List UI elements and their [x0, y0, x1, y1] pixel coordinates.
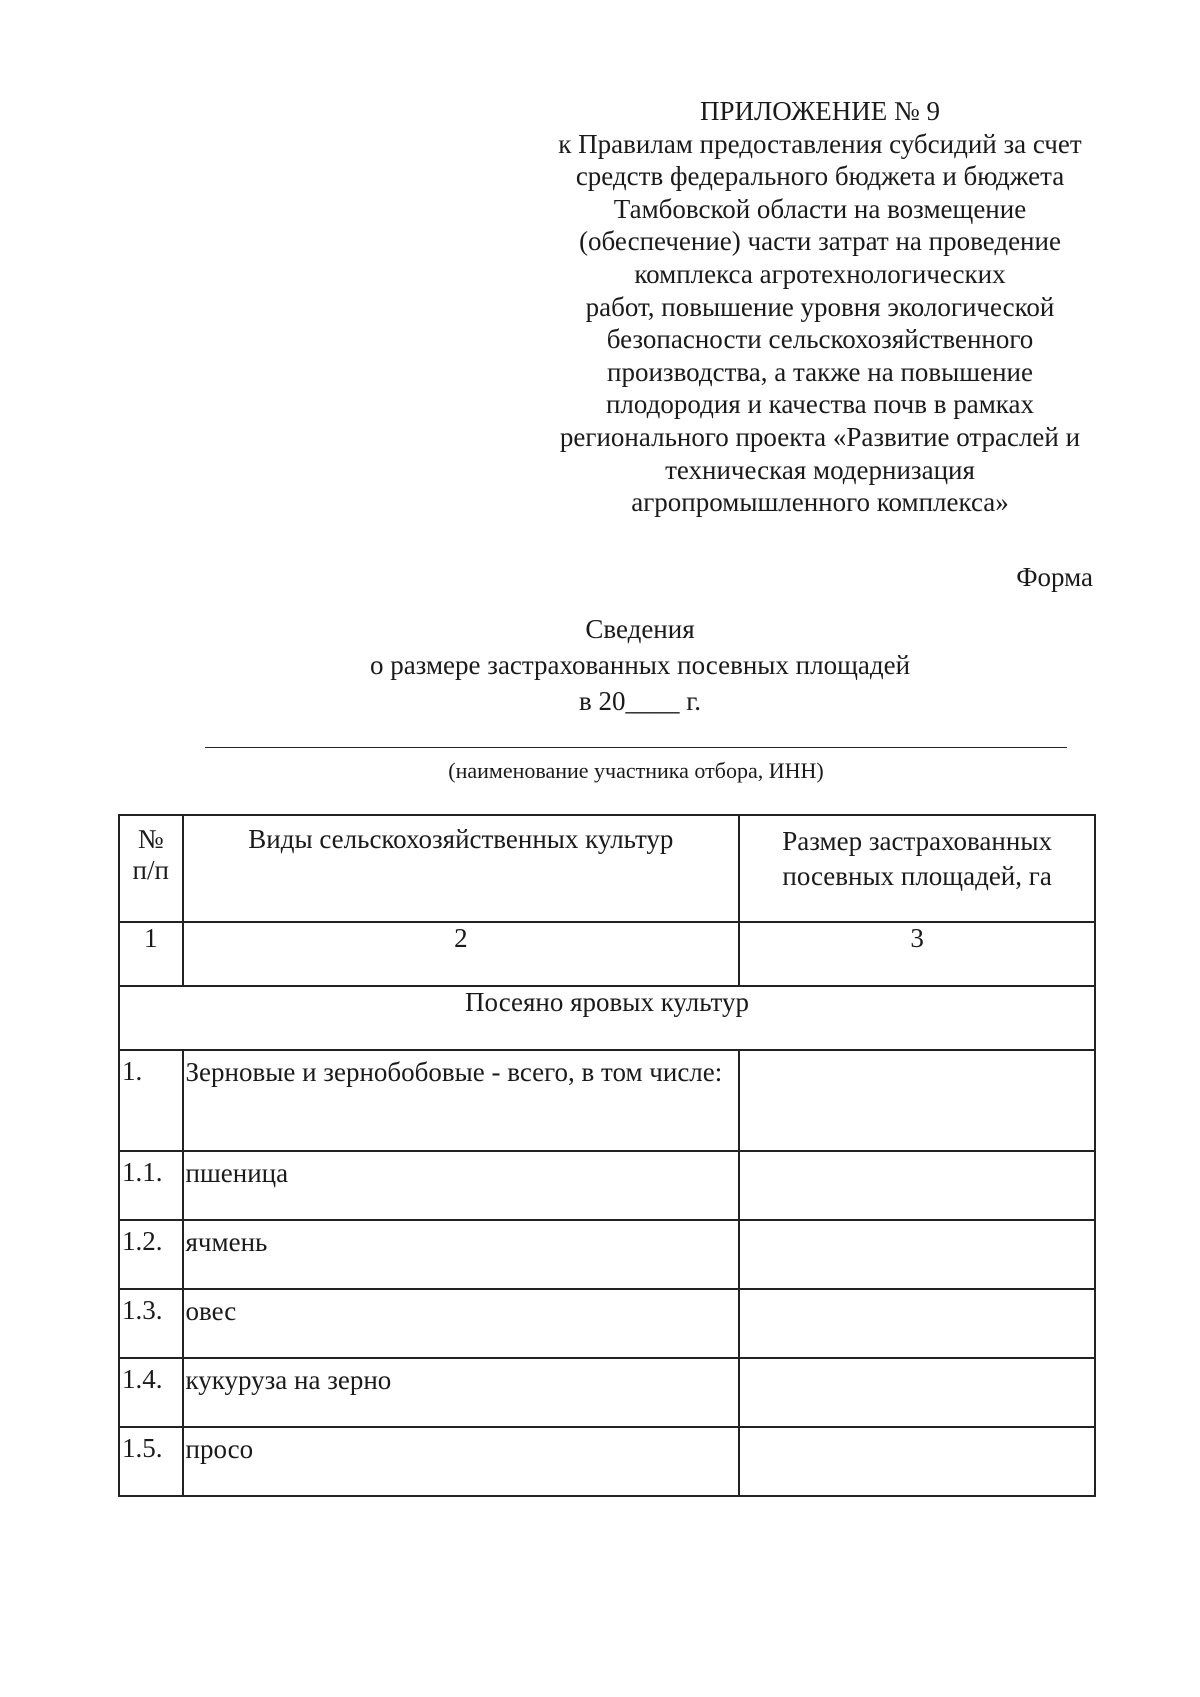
- crop-name: просо: [183, 1427, 740, 1496]
- table-row: [119, 1220, 1095, 1289]
- row-number: 1.5.: [119, 1427, 183, 1496]
- title-line-1: Сведения: [585, 614, 695, 644]
- appendix-line: Тамбовской области на возмещение: [613, 193, 1027, 224]
- appendix-line: работ, повышение уровня экологической: [585, 291, 1055, 322]
- area-cell[interactable]: [739, 1050, 1095, 1151]
- appendix-line: к Правилам предоставления субсидий за счет: [558, 128, 1082, 159]
- form-label: Форма: [1016, 562, 1093, 592]
- appendix-line: регионального проекта «Развитие отраслей и: [559, 421, 1081, 452]
- column-numbers-row: [119, 922, 1095, 986]
- title-line-3: в 20____ г.: [578, 686, 702, 716]
- crop-name: овес: [183, 1289, 740, 1358]
- appendix-header: [530, 95, 1110, 519]
- appendix-line: плодородия и качества почв в рамках: [605, 389, 1034, 420]
- column-number: 3: [739, 922, 1095, 986]
- area-cell[interactable]: [739, 1220, 1095, 1289]
- column-number: 1: [119, 922, 183, 986]
- appendix-line: безопасности сельскохозяйственного: [606, 324, 1034, 355]
- header-number: № п/п: [119, 815, 183, 922]
- crop-name: пшеница: [183, 1151, 740, 1220]
- area-cell[interactable]: [739, 1358, 1095, 1427]
- table-row: [119, 1358, 1095, 1427]
- row-number: 1.2.: [119, 1220, 183, 1289]
- area-cell[interactable]: [739, 1427, 1095, 1496]
- row-number: 1.3.: [119, 1289, 183, 1358]
- row-number: 1.1.: [119, 1151, 183, 1220]
- table-row: [119, 1050, 1095, 1151]
- crop-name: ячмень: [183, 1220, 740, 1289]
- appendix-line: средств федерального бюджета и бюджета: [575, 161, 1065, 192]
- section-title: Посеяно яровых культур: [119, 986, 1095, 1050]
- table-row: [119, 1151, 1095, 1220]
- appendix-line: (обеспечение) части затрат на проведение: [579, 226, 1061, 257]
- appendix-line: техническая модернизация: [665, 454, 975, 485]
- participant-caption: (наименование участника отбора, ИНН): [448, 758, 824, 783]
- insured-areas-table: [118, 814, 1096, 1497]
- section-row: [119, 986, 1095, 1050]
- area-cell[interactable]: [739, 1289, 1095, 1358]
- appendix-title: ПРИЛОЖЕНИЕ № 9: [699, 96, 941, 126]
- row-number: 1.4.: [119, 1358, 183, 1427]
- header-insured-area: Размер застрахованных посевных площадей, га: [739, 815, 1095, 922]
- table-row: [119, 1289, 1095, 1358]
- appendix-line: агропромышленного комплекса»: [631, 487, 1009, 518]
- header-crop-type: Виды сельскохозяйственных культур: [183, 815, 740, 922]
- table-header-row: [119, 815, 1095, 922]
- appendix-line: производства, а также на повышение: [607, 356, 1033, 387]
- area-cell[interactable]: [739, 1151, 1095, 1220]
- crop-name: кукуруза на зерно: [183, 1358, 740, 1427]
- participant-fill-line: [205, 747, 1067, 748]
- crop-name: Зерновые и зернобобовые - всего, в том числе:: [183, 1050, 740, 1151]
- document-title: [290, 611, 990, 719]
- row-number: 1.: [119, 1050, 183, 1151]
- column-number: 2: [183, 922, 740, 986]
- appendix-line: комплекса агротехнологических: [634, 258, 1006, 289]
- table-row: [119, 1427, 1095, 1496]
- title-line-2: о размере застрахованных посевных площадей: [369, 650, 911, 680]
